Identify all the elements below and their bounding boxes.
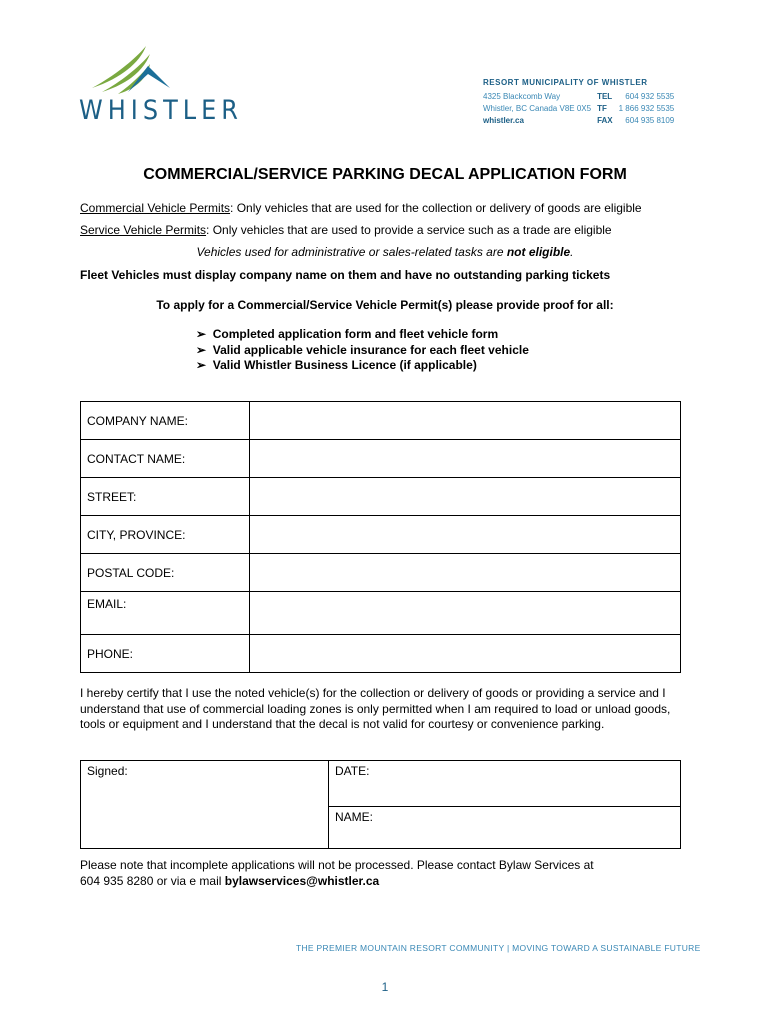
name-label: NAME: [335, 810, 374, 824]
commercial-label: Commercial Vehicle Permits [80, 201, 231, 215]
email-link[interactable]: bylawservices@whistler.ca [224, 874, 380, 888]
postal-code-field[interactable] [250, 554, 681, 592]
note-line: Please note that incomplete applications will not be processed. Please contact Bylaw Services at [80, 858, 594, 872]
requirements-list [196, 327, 529, 374]
note-text [80, 857, 594, 889]
signature-field[interactable] [81, 761, 329, 849]
field-label: CITY, PROVINCE: [81, 516, 250, 554]
tel-label: TEL [597, 92, 613, 101]
table-row [81, 554, 681, 592]
address-line: 4325 Blackcomb Way [483, 92, 561, 101]
footer-tagline: THE PREMIER MOUNTAIN RESORT COMMUNITY | MOVING TOWARD A SUSTAINABLE FUTURE [296, 943, 701, 953]
fax-value: 604 935 8109 [625, 116, 675, 125]
logo-wordmark: WHISTLER [79, 94, 243, 126]
table-row [81, 592, 681, 635]
certification-text: I hereby certify that I use the noted vehicle(s) for the collection or delivery of goods or providing a service and I understand that use of commercial loading zones is only permitted when I am required to load or unload goods, tools or equipment and I understand that the decal is not valid for courtesy or convenience parking. [80, 686, 671, 731]
signed-label: Signed: [87, 764, 128, 778]
contact-block [483, 91, 680, 127]
field-label: COMPANY NAME: [81, 402, 250, 440]
field-label: POSTAL CODE: [81, 554, 250, 592]
city-province-field[interactable] [250, 516, 681, 554]
commercial-text: : Only vehicles that are used for the collection or delivery of goods are eligible [230, 201, 642, 215]
phone-field[interactable] [250, 635, 681, 673]
note-line [80, 873, 594, 889]
list-item-text: Valid applicable vehicle insurance for each fleet vehicle [212, 342, 529, 357]
signature-table [80, 760, 681, 849]
tel-value: 604 932 5535 [625, 92, 675, 101]
whistler-logo-icon [88, 44, 172, 94]
applicant-form-table [80, 401, 681, 673]
service-label: Service Vehicle Permits [80, 223, 207, 237]
table-row [81, 516, 681, 554]
address-line: Whistler, BC Canada V8E 0X5 [483, 104, 592, 113]
website-link[interactable]: whistler.ca [483, 116, 524, 125]
table-row [81, 478, 681, 516]
org-name: RESORT MUNICIPALITY OF WHISTLER [483, 78, 648, 87]
street-field[interactable] [250, 478, 681, 516]
table-row [81, 635, 681, 673]
admin-bold: not eligible [506, 245, 571, 259]
name-field[interactable] [329, 807, 681, 849]
field-label: CONTACT NAME: [81, 440, 250, 478]
admin-line [0, 245, 770, 259]
proof-line: To apply for a Commercial/Service Vehicle Permit(s) please provide proof for all: [156, 298, 614, 312]
tf-value: 1 866 932 5535 [618, 104, 675, 113]
field-label: EMAIL: [81, 592, 250, 635]
service-permit-line [80, 223, 612, 237]
contact-name-field[interactable] [250, 440, 681, 478]
admin-end: . [570, 245, 574, 259]
table-row [81, 440, 681, 478]
page-number: 1 [381, 980, 389, 994]
fax-label: FAX [597, 116, 613, 125]
list-item: ➢ Completed application form and fleet vehicle form [196, 327, 499, 341]
admin-text: Vehicles used for administrative or sales-related tasks are [196, 245, 507, 259]
list-item-text: Valid Whistler Business Licence (if applicable) [212, 358, 477, 372]
list-item: ➢ Valid applicable vehicle insurance for each fleet vehicle [196, 342, 529, 357]
table-row [81, 402, 681, 440]
note-line-text: 604 935 8280 or via e mail [80, 874, 225, 888]
list-item: ➢ Valid Whistler Business Licence (if applicable) [196, 358, 477, 372]
email-field[interactable] [250, 592, 681, 635]
service-text: : Only vehicles that are used to provide a service such as a trade are eligible [206, 223, 612, 237]
date-label: DATE: [335, 764, 370, 778]
commercial-permit-line [80, 201, 642, 215]
date-field[interactable] [329, 761, 681, 807]
list-item-text: Completed application form and fleet vehicle form [212, 327, 499, 341]
company-name-field[interactable] [250, 402, 681, 440]
field-label: STREET: [81, 478, 250, 516]
fleet-line: Fleet Vehicles must display company name on them and have no outstanding parking tickets [80, 268, 611, 282]
page-title: COMMERCIAL/SERVICE PARKING DECAL APPLICATION FORM [143, 166, 627, 183]
field-label: PHONE: [81, 635, 250, 673]
tf-label: TF [597, 104, 607, 113]
